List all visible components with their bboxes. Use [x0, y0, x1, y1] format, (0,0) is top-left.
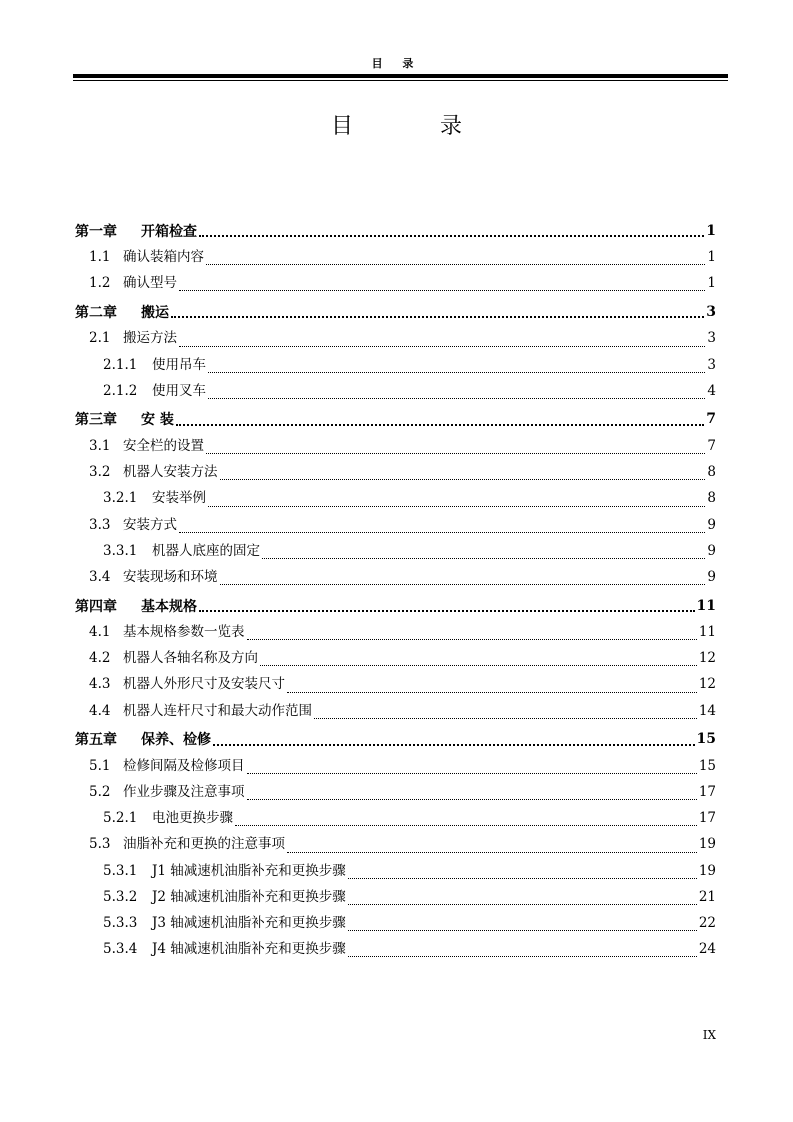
toc-entry-title: 搬运 [141, 304, 169, 321]
toc-entry-title: 安装方式 [123, 516, 177, 533]
toc-entry[interactable] [75, 565, 716, 591]
toc-entry-title: J1 轴减速机油脂补充和更换步骤 [152, 862, 346, 879]
toc-entry[interactable] [75, 271, 716, 297]
toc-dot-leader [348, 904, 697, 905]
toc-entry-title: 使用吊车 [152, 356, 206, 373]
toc-entry-number: 2.1.2 [103, 382, 138, 399]
toc-entry[interactable] [75, 699, 716, 725]
toc-entry-title: 基本规格参数一览表 [123, 624, 245, 641]
toc-dot-leader [208, 506, 705, 507]
toc-dot-leader [206, 264, 705, 265]
toc-entry-title: 安装现场和环境 [123, 568, 218, 585]
toc-entry[interactable] [75, 754, 716, 780]
toc-entry-page: 9 [707, 516, 716, 533]
toc-entry-number: 2.1.1 [103, 356, 138, 373]
toc-entry-page: 3 [707, 330, 716, 347]
toc-entry-number: 5.2.1 [103, 810, 138, 827]
toc-dot-leader [247, 639, 697, 640]
toc-entry-page: 24 [698, 941, 716, 958]
toc-entry-title: 机器人底座的固定 [152, 542, 260, 559]
toc-entry-page: 7 [706, 411, 716, 428]
table-of-contents [75, 216, 716, 963]
toc-entry[interactable] [75, 672, 716, 698]
toc-entry-title: J3 轴减速机油脂补充和更换步骤 [152, 914, 346, 931]
toc-entry-number: 5.3.4 [103, 941, 138, 958]
toc-dot-leader [208, 398, 705, 399]
toc-entry-page: 15 [698, 757, 716, 774]
toc-entry-title: 搬运方法 [123, 330, 177, 347]
toc-entry-page: 14 [698, 702, 716, 719]
toc-entry[interactable] [75, 379, 716, 405]
toc-dot-leader [179, 346, 705, 347]
toc-entry-page: 19 [698, 862, 716, 879]
toc-entry-number: 5.3.1 [103, 862, 138, 879]
toc-entry-number: 1.1 [89, 249, 111, 265]
toc-entry[interactable] [75, 297, 716, 326]
toc-entry[interactable] [75, 620, 716, 646]
toc-entry[interactable] [75, 646, 716, 672]
toc-entry-page: 7 [707, 437, 716, 454]
toc-entry[interactable] [75, 353, 716, 379]
toc-entry-page: 11 [698, 624, 716, 641]
toc-dot-leader [348, 878, 697, 879]
toc-entry-number: 3.2.1 [103, 490, 138, 507]
toc-dot-leader [220, 584, 706, 585]
toc-entry-page: 3 [706, 303, 716, 320]
toc-entry-title: 安全栏的设置 [123, 437, 204, 454]
toc-entry[interactable] [75, 486, 716, 512]
toc-entry-title: 保养、检修 [141, 732, 211, 749]
toc-dot-leader [199, 235, 704, 237]
toc-dot-leader [348, 956, 697, 957]
toc-entry-title: 作业步骤及注意事项 [123, 784, 245, 800]
toc-dot-leader [348, 930, 697, 931]
toc-entry[interactable] [75, 460, 716, 486]
toc-entry-title: 安 装 [141, 412, 174, 429]
header-rule-thin [73, 80, 728, 81]
toc-entry-page: 1 [707, 275, 716, 292]
toc-entry-page: 1 [706, 222, 716, 239]
toc-entry-title: J2 轴减速机油脂补充和更换步骤 [152, 888, 346, 905]
toc-entry-number: 4.2 [89, 650, 111, 667]
toc-dot-leader [206, 453, 705, 454]
toc-entry-title: 油脂补充和更换的注意事项 [123, 836, 285, 853]
toc-entry-title: 确认型号 [123, 275, 177, 292]
toc-entry-number: 3.3.1 [103, 542, 138, 559]
toc-entry-page: 12 [698, 650, 716, 667]
toc-entry-number: 1.2 [89, 275, 111, 292]
toc-entry-title: 使用叉车 [152, 382, 206, 399]
toc-entry-page: 15 [696, 731, 716, 748]
toc-entry[interactable] [75, 806, 716, 832]
toc-entry[interactable] [75, 911, 716, 937]
toc-entry-page: 12 [698, 676, 716, 693]
toc-entry-title: 确认装箱内容 [123, 249, 204, 265]
toc-entry-number: 4.4 [89, 702, 111, 719]
toc-entry-page: 11 [696, 597, 716, 614]
toc-entry-number: 3.1 [89, 437, 111, 454]
toc-entry-title: 机器人外形尺寸及安装尺寸 [123, 676, 285, 693]
toc-entry-number: 2.1 [89, 330, 111, 347]
toc-dot-leader [220, 479, 706, 480]
toc-entry-page: 9 [707, 568, 716, 585]
toc-entry-page: 4 [707, 382, 716, 399]
toc-dot-leader [235, 825, 697, 826]
toc-entry[interactable] [75, 539, 716, 565]
toc-entry[interactable] [75, 245, 716, 271]
toc-entry-title: J4 轴减速机油脂补充和更换步骤 [152, 941, 346, 958]
toc-entry[interactable] [75, 513, 716, 539]
toc-entry-title: 电池更换步骤 [152, 810, 233, 827]
toc-entry-number: 5.3 [89, 836, 111, 853]
toc-entry[interactable] [75, 591, 716, 620]
toc-entry-title: 机器人安装方法 [123, 464, 218, 481]
toc-entry-page: 1 [707, 249, 716, 265]
toc-entry[interactable] [75, 832, 716, 858]
toc-dot-leader [247, 773, 697, 774]
toc-dot-leader [179, 532, 705, 533]
toc-dot-leader [213, 744, 695, 746]
toc-entry-page: 21 [698, 888, 716, 905]
toc-dot-leader [208, 372, 705, 373]
toc-entry-number: 第二章 [75, 304, 117, 321]
toc-entry[interactable] [75, 326, 716, 352]
toc-entry[interactable] [75, 216, 716, 245]
toc-entry-number: 第四章 [75, 598, 117, 615]
toc-entry-number: 第五章 [75, 732, 117, 749]
toc-entry-page: 19 [698, 836, 716, 853]
toc-entry-number: 3.3 [89, 516, 111, 533]
toc-entry-title: 检修间隔及检修项目 [123, 757, 245, 774]
toc-entry-number: 3.2 [89, 464, 111, 481]
toc-entry-title: 机器人连杆尺寸和最大动作范围 [123, 702, 312, 719]
toc-dot-leader [314, 718, 697, 719]
running-header: 目 录 [371, 57, 422, 70]
toc-entry[interactable] [75, 859, 716, 885]
toc-dot-leader [262, 558, 705, 559]
toc-entry-page: 22 [698, 914, 716, 931]
page-title: 目 录 [331, 114, 502, 139]
toc-dot-leader [179, 290, 705, 291]
toc-entry[interactable] [75, 725, 716, 754]
toc-entry-page: 8 [707, 490, 716, 507]
toc-dot-leader [247, 799, 697, 800]
header-rule-thick [73, 74, 728, 78]
toc-entry-page: 9 [707, 542, 716, 559]
toc-dot-leader [176, 424, 704, 426]
toc-entry-number: 5.1 [89, 757, 111, 774]
toc-dot-leader [287, 692, 697, 693]
toc-dot-leader [287, 852, 697, 853]
toc-entry[interactable] [75, 885, 716, 911]
toc-entry[interactable] [75, 405, 716, 434]
toc-entry-number: 5.3.3 [103, 914, 138, 931]
toc-entry-title: 机器人各轴名称及方向 [123, 650, 258, 667]
toc-entry-title: 开箱检查 [141, 223, 197, 240]
toc-entry-page: 17 [698, 784, 716, 800]
toc-entry-number: 第一章 [75, 223, 117, 240]
toc-entry-number: 5.2 [89, 784, 111, 800]
toc-entry-title: 基本规格 [141, 598, 197, 615]
toc-entry-page: 17 [698, 810, 716, 827]
toc-entry[interactable] [75, 434, 716, 460]
toc-entry-number: 4.3 [89, 676, 111, 693]
toc-entry-number: 第三章 [75, 412, 117, 429]
toc-entry-page: 3 [707, 356, 716, 373]
toc-entry-page: 8 [707, 464, 716, 481]
toc-entry-number: 4.1 [89, 624, 111, 641]
toc-entry[interactable] [75, 937, 716, 963]
toc-entry-title: 安装举例 [152, 490, 206, 507]
toc-entry-number: 5.3.2 [103, 888, 138, 905]
toc-dot-leader [171, 316, 704, 318]
toc-entry-number: 3.4 [89, 568, 111, 585]
toc-entry[interactable] [75, 780, 716, 806]
toc-dot-leader [199, 610, 695, 612]
page-number: IX [702, 1028, 716, 1042]
toc-dot-leader [260, 665, 697, 666]
